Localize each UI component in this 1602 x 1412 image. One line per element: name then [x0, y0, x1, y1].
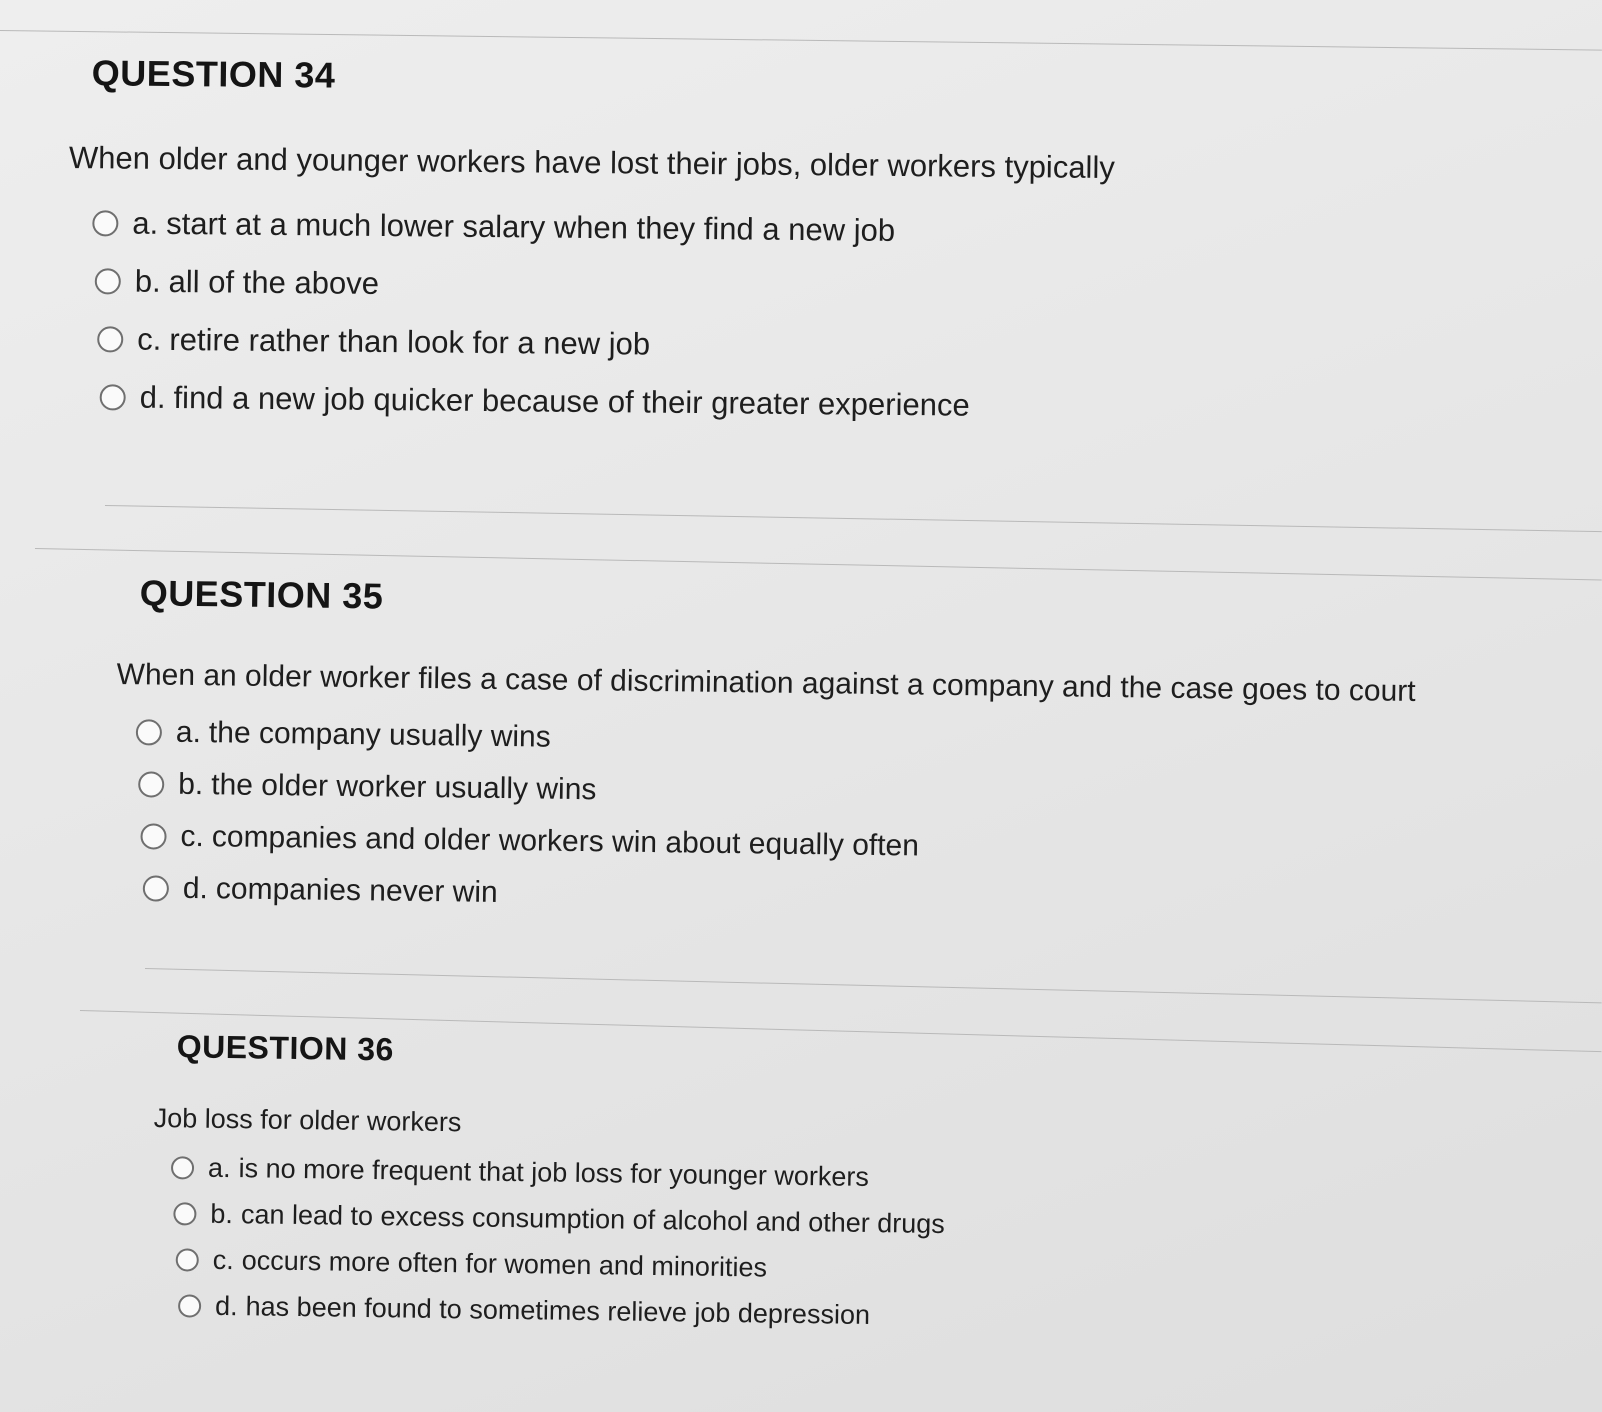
option-letter: b. — [134, 263, 161, 299]
question-35 — [114, 572, 1417, 931]
radio-button-icon[interactable] — [97, 326, 123, 352]
option-letter: d. — [139, 379, 166, 415]
radio-button-icon[interactable] — [143, 875, 169, 901]
option-b[interactable] — [95, 252, 1114, 320]
question-title: QUESTION 34 — [91, 52, 336, 96]
radio-button-icon[interactable] — [95, 268, 121, 294]
option-letter: c. — [212, 1244, 234, 1275]
answer-options — [169, 1144, 946, 1339]
radio-button-icon[interactable] — [173, 1202, 196, 1225]
question-prompt: Job loss for older workers — [153, 1102, 462, 1138]
question-34 — [66, 52, 1115, 436]
option-text: can lead to excess consumption of alcohol and other drugs — [240, 1198, 946, 1239]
option-text: the older worker usually wins — [211, 768, 597, 807]
option-text: is no more frequent that job loss for younger workers — [238, 1152, 870, 1192]
option-text: all of the above — [168, 263, 380, 301]
radio-button-icon[interactable] — [171, 1156, 194, 1179]
question-title: QUESTION 35 — [139, 572, 384, 617]
radio-button-icon[interactable] — [178, 1294, 201, 1317]
answer-options — [134, 706, 1416, 931]
option-text: the company usually wins — [208, 716, 551, 754]
radio-button-icon[interactable] — [140, 823, 166, 849]
question-title: QUESTION 36 — [176, 1028, 395, 1068]
option-text: has been found to sometimes relieve job depression — [245, 1290, 871, 1330]
option-d[interactable] — [99, 368, 1112, 436]
option-text: companies never win — [215, 872, 498, 909]
option-letter: b. — [178, 767, 204, 802]
option-text: retire rather than look for a new job — [169, 321, 651, 362]
option-text: start at a much lower salary when they find a new job — [166, 205, 896, 248]
radio-button-icon[interactable] — [100, 384, 126, 410]
option-letter: d. — [182, 871, 209, 906]
option-a[interactable] — [92, 194, 1114, 262]
radio-button-icon[interactable] — [176, 1248, 199, 1271]
option-c[interactable] — [97, 310, 1113, 378]
answer-options — [90, 194, 1114, 436]
option-d[interactable] — [178, 1282, 944, 1339]
top-divider — [0, 30, 1602, 51]
option-letter: c. — [137, 321, 162, 357]
option-letter: a. — [175, 715, 202, 750]
option-letter: a. — [207, 1152, 231, 1183]
question-prompt: When an older worker files a case of discrimination against a company and the case goes to court — [116, 657, 1416, 708]
option-letter: d. — [214, 1290, 238, 1321]
option-text: occurs more often for women and minorities — [241, 1244, 768, 1283]
radio-button-icon[interactable] — [136, 719, 162, 745]
option-letter: a. — [132, 205, 159, 241]
option-text: find a new job quicker because of their greater experience — [173, 380, 970, 423]
question-36 — [151, 1028, 948, 1339]
question-34-bottom-divider — [105, 505, 1602, 532]
question-35-bottom-divider — [145, 968, 1602, 1003]
option-text: companies and older workers win about equally often — [211, 820, 920, 863]
question-prompt: When older and younger workers have lost their jobs, older workers typically — [68, 139, 1115, 186]
radio-button-icon[interactable] — [138, 771, 164, 797]
option-letter: c. — [180, 819, 205, 854]
option-letter: b. — [210, 1198, 234, 1229]
radio-button-icon[interactable] — [92, 210, 118, 236]
